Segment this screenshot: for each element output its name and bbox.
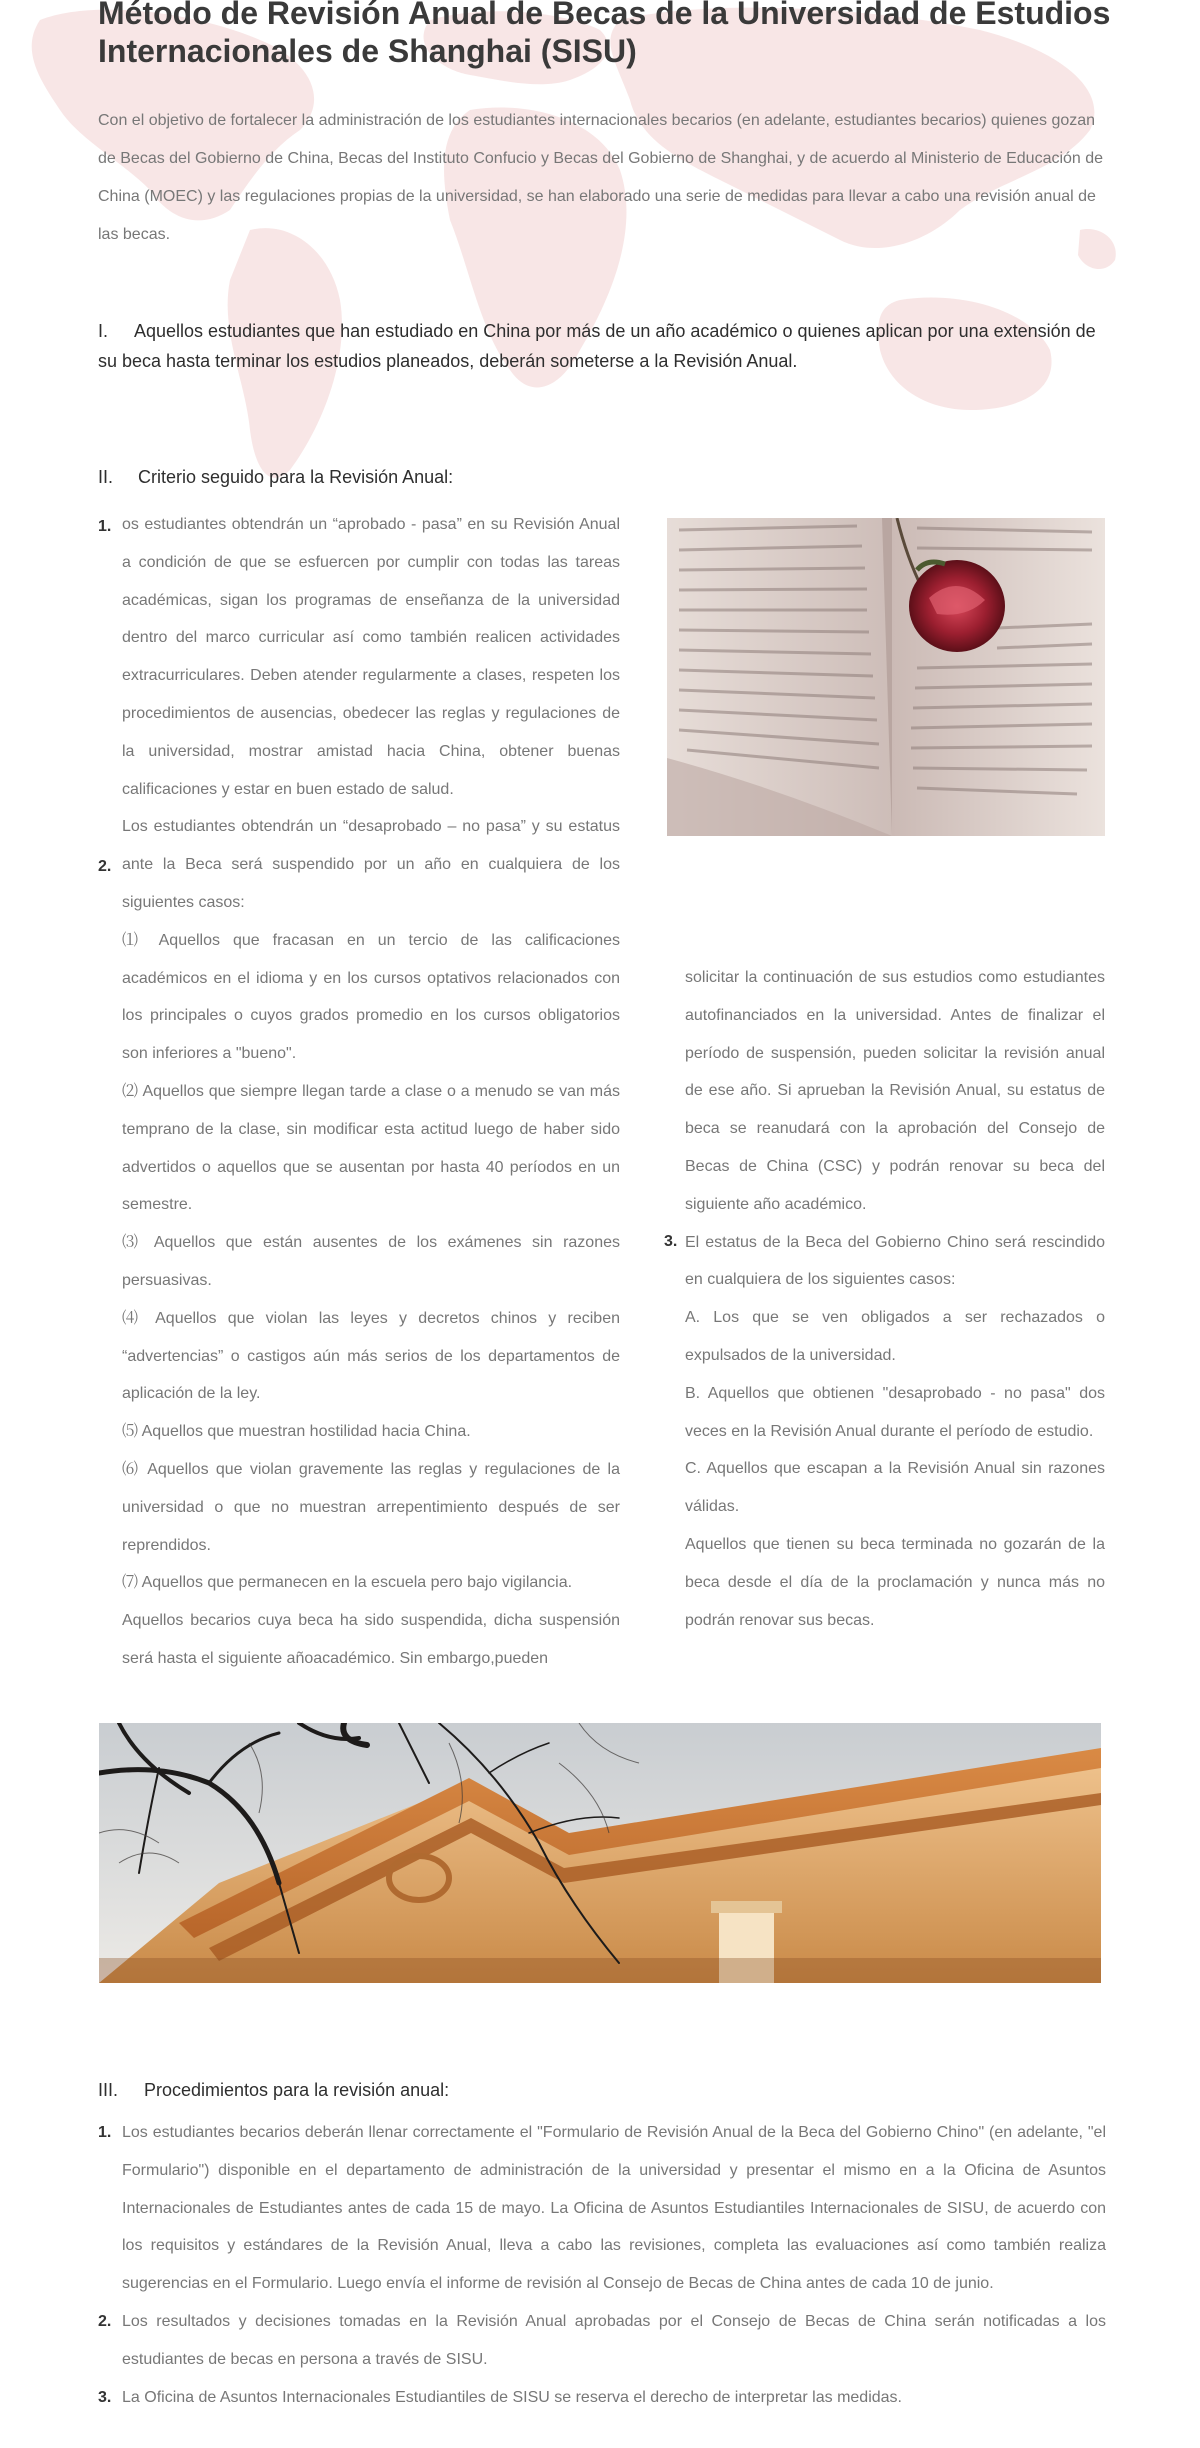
section-3-heading — [98, 2075, 998, 2105]
procedure-text: Los resultados y decisiones tomadas en la Revisión Anual aprobadas por el Consejo de Becas de China serán notificadas a los estudiantes de becas en persona a través de SISU. — [122, 2312, 1106, 2368]
criteria-paragraph: Aquellos becarios cuya beca ha sido suspendida, dicha suspensión será hasta el siguiente añoacadémico. Sin embargo,pueden — [122, 1612, 620, 1667]
criteria-case: ⑹ Aquellos que violan gravemente las reglas y regulaciones de la universidad o que no muestran arrepentimiento después de ser reprendidos. — [122, 1460, 620, 1554]
procedure-item — [98, 2114, 1106, 2303]
criteria-number-1: 1. — [98, 518, 112, 535]
world-map-background — [0, 0, 1200, 520]
criteria-case: A. Los que se ven obligados a ser rechazados o expulsados de la universidad. — [685, 1309, 1105, 1364]
criteria-number-3: 3. — [664, 1233, 678, 1250]
criteria-case: ⑴ Aquellos que fracasan en un tercio de las calificaciones académicos en el idioma y en los cursos optativos relacionados con los principales o cuyos grados promedio en los cursos obligatorios son inferiores a "bueno". — [122, 931, 620, 1063]
criteria-case: ⑵ Aquellos que siempre llegan tarde a clase o a menudo se van más temprano de la clase, sin modificar esta actitud luego de haber sido advertidos o aquellos que se ausentan por hasta 40 períodos en un semestre. — [122, 1082, 620, 1214]
criteria-number-2: 2. — [98, 858, 112, 875]
section-1-number: I. — [98, 321, 109, 341]
criteria-left-column — [122, 506, 620, 1678]
criteria-case: ⑷ Aquellos que violan las leyes y decretos chinos y reciben “advertencias” o castigos aún más serios de los departamentos de aplicación de la ley. — [122, 1309, 620, 1403]
criteria-case: C. Aquellos que escapan a la Revisión Anual sin razones válidas. — [685, 1460, 1105, 1516]
section-1-text: Aquellos estudiantes que han estudiado en China por más de un año académico o quienes aplican por una extensión de su beca hasta terminar los estudios planeados, deberán someterse a la Revisión Anual. — [98, 321, 1096, 371]
intro-paragraph: Con el objetivo de fortalecer la administración de los estudiantes internacionales becarios (en adelante, estudiantes becarios) quienes gozan de Becas del Gobierno de China, Becas del Instituto Confucio y Becas del Gobierno de Shanghai, y de acuerdo al Ministerio de Educación de China (MOEC) y las regulaciones propias de la universidad, se han elaborado una serie de medidas para llevar a cabo una revisión anual de las becas. — [98, 112, 1104, 243]
page-title: Método de Revisión Anual de Becas de la Universidad de Estudios Internacionales de Shanghai (SISU) — [98, 0, 1111, 69]
criteria-paragraph: solicitar la continuación de sus estudios como estudiantes autofinanciados en la universidad. Antes de finalizar el período de suspensión, pueden solicitar la revisión anual de ese año. Si aprueban la Revisión Anual, su estatus de beca se reanudará con la aprobación del Consejo de Becas de China (CSC) y podrán renovar su beca del siguiente año académico. — [685, 969, 1105, 1213]
procedure-item — [98, 2303, 1106, 2379]
procedure-number: 3. — [98, 2388, 112, 2406]
criteria-paragraph: El estatus de la Beca del Gobierno Chino será rescindido en cualquiera de los siguientes casos: — [685, 1233, 1105, 1289]
procedure-item — [98, 2379, 1106, 2417]
procedure-text: La Oficina de Asuntos Internacionales Estudiantiles de SISU se reserva el derecho de interpretar las medidas. — [122, 2388, 902, 2406]
procedures-list — [98, 2114, 1106, 2416]
criteria-case: ⑶ Aquellos que están ausentes de los exámenes sin razones persuasivas. — [122, 1234, 620, 1289]
section-2-heading — [98, 462, 998, 492]
book-rose-photo — [667, 518, 1105, 836]
section-3-number: III. — [98, 2080, 119, 2100]
section-3-title: Procedimientos para la revisión anual: — [144, 2080, 450, 2100]
criteria-paragraph: Los estudiantes obtendrán un “desaprobado – no pasa” y su estatus ante la Beca será suspendido por un año en cualquiera de los siguientes casos: — [122, 818, 620, 911]
criteria-case: B. Aquellos que obtienen "desaprobado - no pasa" dos veces en la Revisión Anual durante el período de estudio. — [685, 1384, 1105, 1440]
criteria-paragraph: Aquellos que tienen su beca terminada no gozarán de la beca desde el día de la proclamación y nunca más no podrán renovar sus becas. — [685, 1535, 1105, 1629]
procedure-number: 2. — [98, 2312, 112, 2330]
section-2-number: II. — [98, 467, 114, 487]
criteria-case: ⑸ Aquellos que muestran hostilidad hacia China. — [122, 1423, 471, 1441]
section-2-title: Criterio seguido para la Revisión Anual: — [138, 467, 454, 487]
procedure-text: Los estudiantes becarios deberán llenar correctamente el "Formulario de Revisión Anual de la Beca del Gobierno Chino" (en adelante, "el Formulario") disponible en el departamento de administración de la universidad y presentar el mismo en a la Oficina de Asuntos Internacionales de Estudiantes antes de cada 15 de mayo. La Oficina de Asuntos Estudiantiles Internacionales de SISU, de acuerdo con los requisitos y estándares de la Revisión Anual, lleva a cabo las revisiones, completa las evaluaciones así como también realiza sugerencias en el Formulario. Luego envía el informe de revisión al Consejo de Becas de China antes de cada 10 de junio. — [122, 2124, 1106, 2293]
criteria-case: ⑺ Aquellos que permanecen en la escuela pero bajo vigilancia. — [122, 1574, 573, 1592]
criteria-paragraph: os estudiantes obtendrán un “aprobado - pasa” en su Revisión Anual a condición de que se esfuercen por cumplir con todas las tareas académicas, sigan los programas de enseñanza de la universidad dentro del marco curricular así como también realicen actividades extracurriculares. Deben atender regularmente a clases, respeten los procedimientos de ausencias, obedecer las reglas y regulaciones de la universidad, mostrar amistad hacia China, obtener buenas calificaciones y estar en buen estado de salud. — [122, 516, 620, 798]
section-1 — [98, 316, 1108, 376]
procedure-number: 1. — [98, 2124, 112, 2141]
university-building-photo — [99, 1723, 1101, 1983]
criteria-right-column — [685, 959, 1105, 1639]
